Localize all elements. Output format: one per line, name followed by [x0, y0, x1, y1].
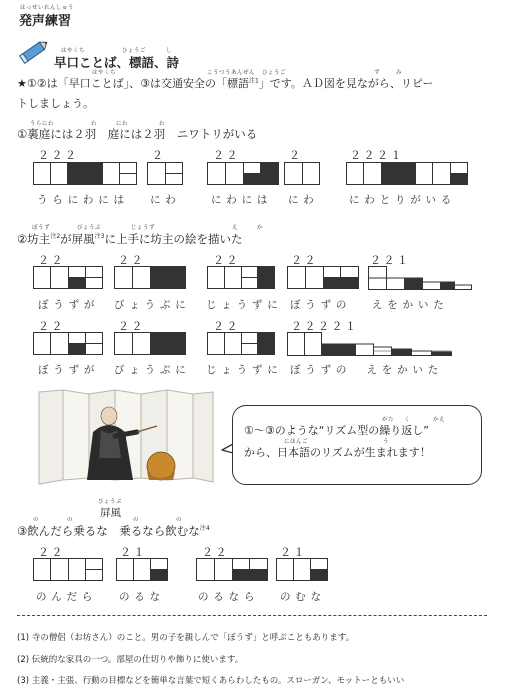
- s2-grid: [33, 266, 103, 289]
- s2-count: ２２: [118, 254, 145, 267]
- s1-grid: [346, 162, 468, 185]
- s1-grid: [284, 162, 320, 185]
- s2-kana: びょうぶに: [114, 299, 191, 311]
- s3-grid: [276, 558, 328, 581]
- s2-grid: [33, 332, 103, 355]
- s1-count: ２２２１: [350, 149, 404, 162]
- s1-kana: にわ: [150, 194, 181, 206]
- s3-grid: [196, 558, 268, 581]
- illustration-caption: 屏風: [100, 507, 121, 519]
- s1-kana: にわ: [288, 194, 319, 206]
- s2-grid: [114, 332, 186, 355]
- footnote-1: (1) 寺の僧侶（お坊さん）のこと。男の子を親しんで「ぼうず」と呼ぶこともあります。: [17, 633, 355, 643]
- s2-stair-grid: [287, 332, 471, 360]
- s3-count: ２１: [120, 546, 147, 559]
- s3-kana: のむな: [280, 591, 326, 603]
- intro-line-2: トしましょう。: [17, 97, 94, 110]
- bubble-line-1: ①～③のような“リズム型の繰り返し”: [244, 424, 429, 437]
- s2-kana: ぼうずの: [290, 299, 352, 311]
- s2-kana: びょうぶに: [114, 364, 191, 376]
- s1-count: ２: [152, 149, 166, 162]
- s2-count: ２２: [291, 254, 318, 267]
- s3-kana: のんだら: [36, 591, 98, 603]
- s1-grid: [33, 162, 137, 185]
- s1-kana: うらにわには: [37, 194, 129, 206]
- s1-count: ２２: [213, 149, 240, 162]
- title-ruby: はっせいれんしゅう: [20, 5, 75, 11]
- s3-count: ２２: [202, 546, 229, 559]
- s2-count: ２２１: [370, 254, 411, 267]
- s2-kana: ぼうずの えをかいた: [290, 364, 443, 376]
- intro-line-1: ★①②は「早口ことば」、③は交通安全の「標語$^{注1}$」です。ＡＤ図を見ながら、リピー: [17, 77, 434, 90]
- pencil-icon: [17, 38, 51, 70]
- s2-count: ２２: [38, 254, 65, 267]
- s3-title: ③飲んだら乗るな 乗るなら飲むな$^{注4}$: [17, 524, 210, 538]
- s2-count: ２２: [38, 320, 65, 333]
- s2-kana: じょうずに: [206, 364, 283, 376]
- footnote-divider: [17, 615, 487, 616]
- s1-count: ２: [289, 149, 303, 162]
- s2-grid: [207, 266, 275, 289]
- s2-stair-grid: [368, 266, 472, 294]
- s2-count: ２２: [213, 254, 240, 267]
- s1-title: ①裏庭には２羽 庭には２羽 ニワトリがいる: [17, 127, 258, 141]
- s2-grid: [207, 332, 275, 355]
- s2-grid: [287, 266, 359, 289]
- s3-kana: のるなら: [198, 591, 260, 603]
- s1-grid: [207, 162, 279, 185]
- s1-kana: にわとりがいる: [349, 194, 457, 206]
- s1-grid: [147, 162, 183, 185]
- s1-kana: にわには: [211, 194, 273, 206]
- bubble-line-2: から、日本語のリズムが生まれます！: [244, 446, 431, 459]
- s3-count: ２２: [38, 546, 65, 559]
- footnote-2: (2) 伝統的な家具の一つ。部屋の仕切りや飾りに使います。: [17, 655, 244, 665]
- byoubu-monk-illustration: [37, 388, 215, 492]
- s1-count: ２２２: [38, 149, 79, 162]
- section-title: 早口ことば、標語、詩: [54, 55, 180, 70]
- s3-kana: のるな: [119, 591, 165, 603]
- s2-kana: えをかいた: [372, 299, 449, 311]
- s2-count: ２２２２１: [291, 320, 359, 333]
- footnote-3: (3) 主義・主張、行動の目標などを簡単な言葉で短くあらわしたもの。スローガン、モットーともいい: [17, 676, 405, 686]
- s2-grid: [114, 266, 186, 289]
- page-title: 発声練習: [19, 14, 72, 29]
- s2-title: ②坊主$^{注2}$が屏風$^{注3}$に上手に坊主の絵を描いた: [17, 232, 243, 246]
- s2-kana: ぼうずが: [38, 299, 100, 311]
- s3-grid: [33, 558, 103, 581]
- s2-kana: ぼうずが: [38, 364, 100, 376]
- s2-kana: じょうずに: [206, 299, 283, 311]
- s2-count: ２２: [213, 320, 240, 333]
- s2-count: ２２: [118, 320, 145, 333]
- s3-count: ２１: [280, 546, 307, 559]
- s3-grid: [116, 558, 168, 581]
